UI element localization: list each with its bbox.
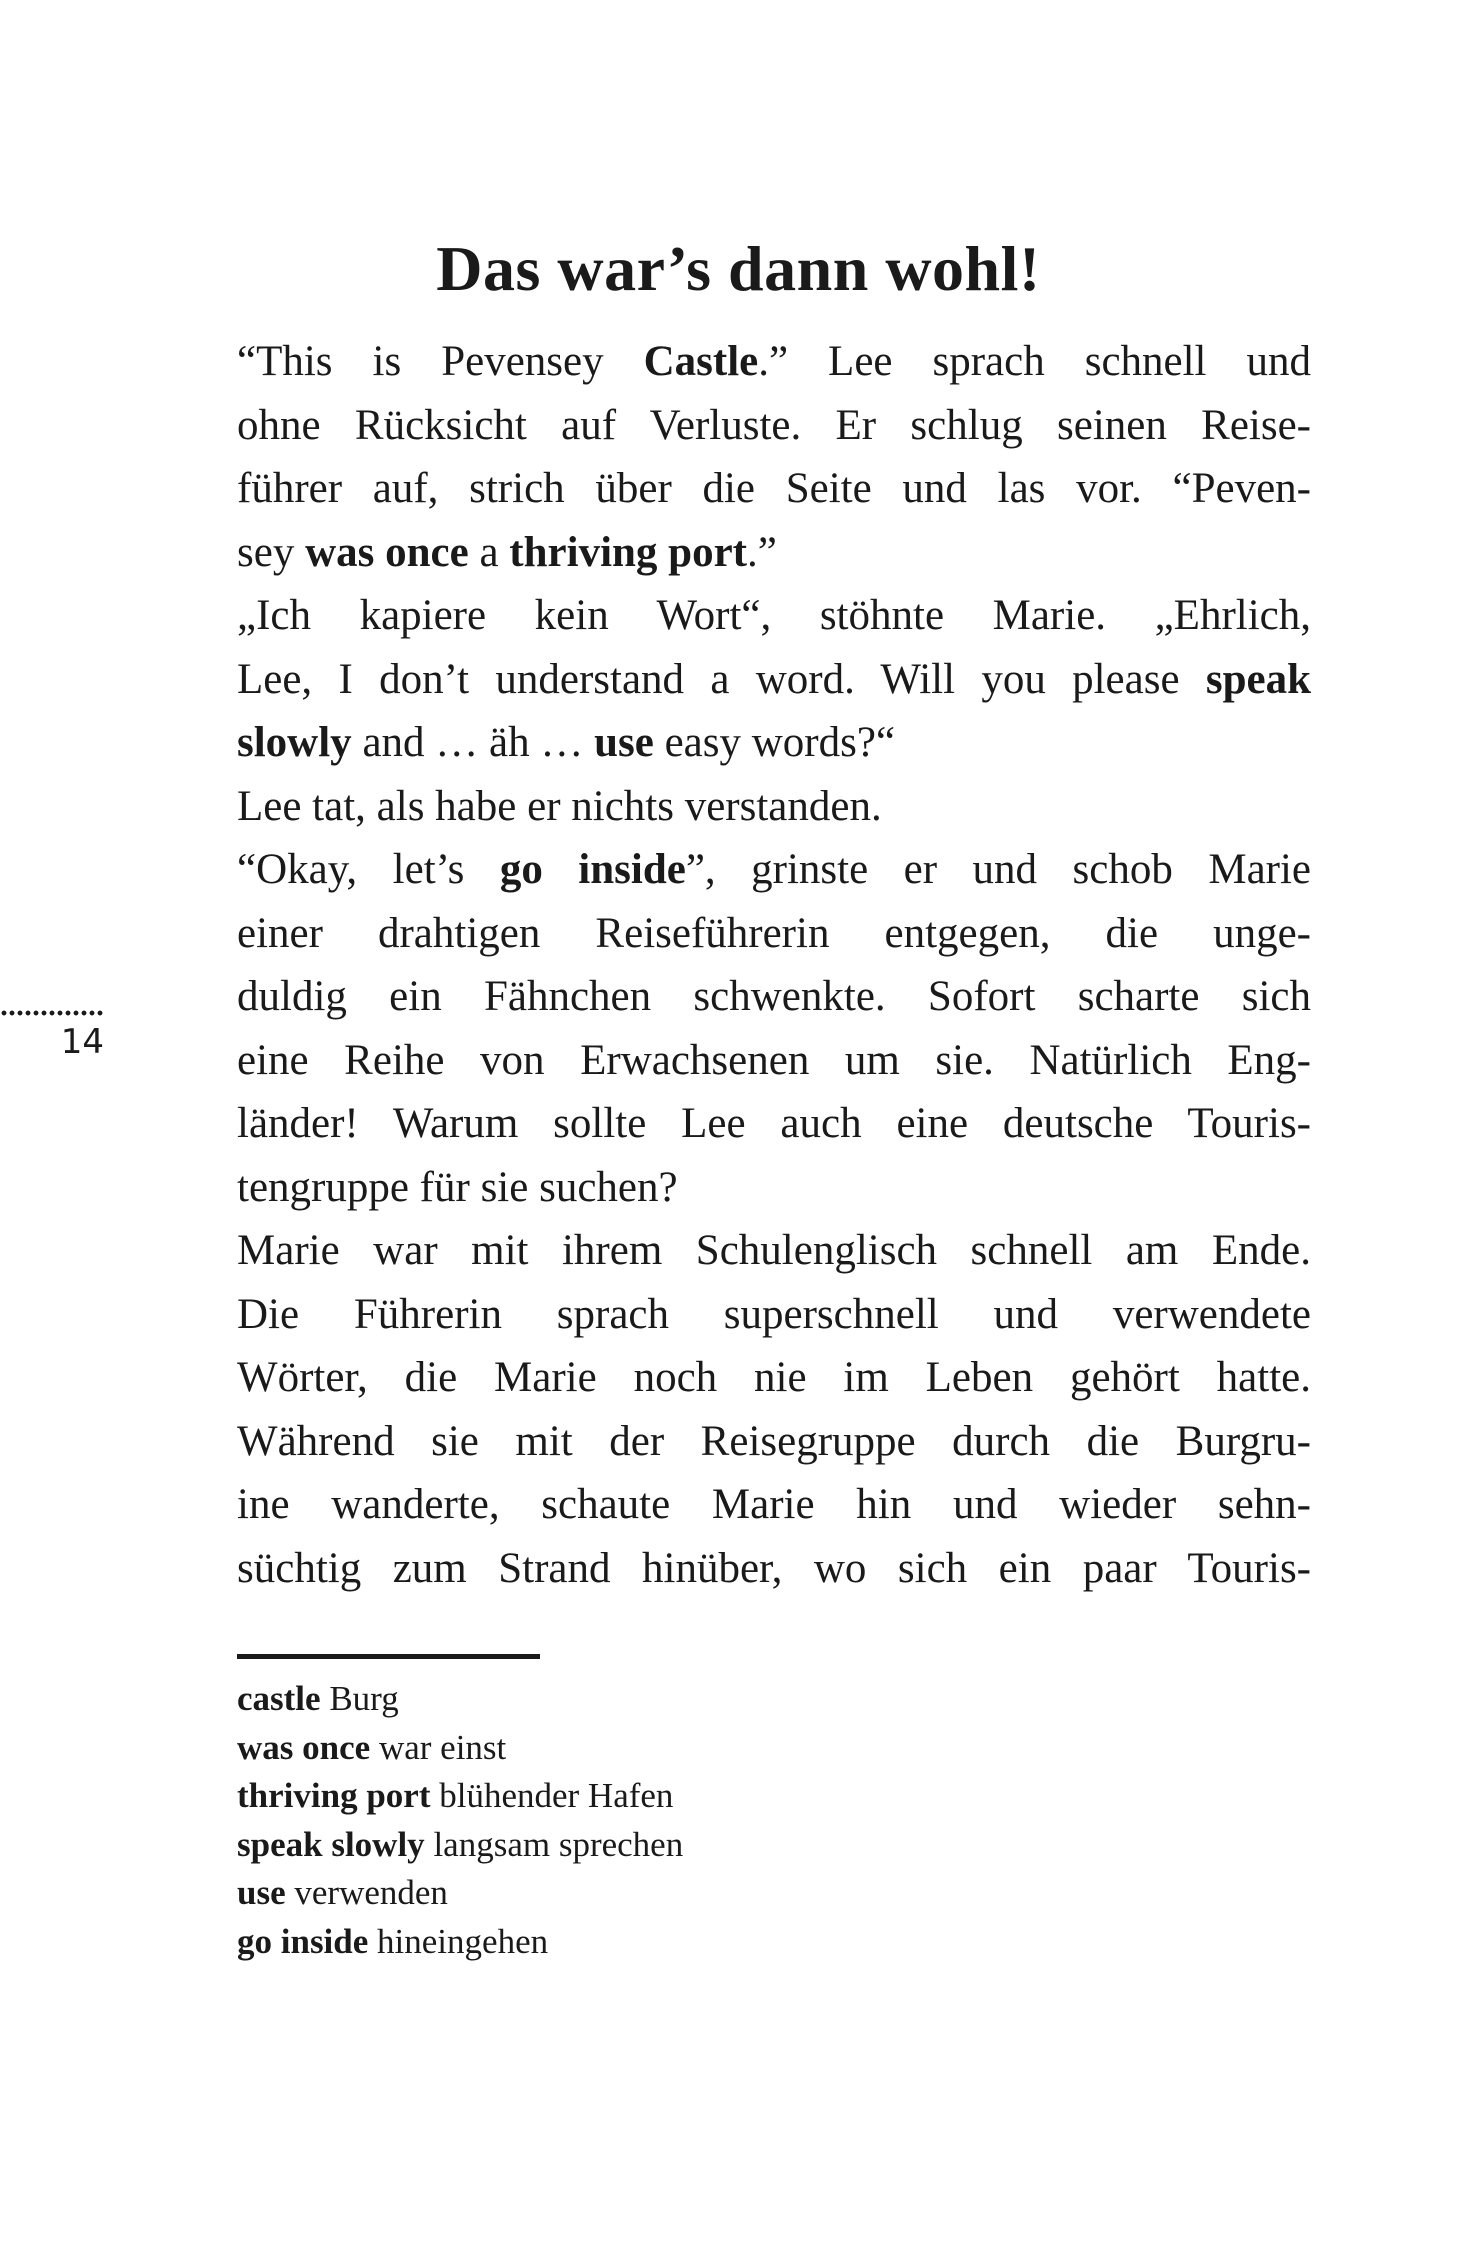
text-line	[237, 394, 1311, 458]
text-line	[237, 1346, 1311, 1410]
text-line	[237, 1092, 1311, 1156]
text-run: eine Reihe von Erwachsenen um sie. Natürlich Eng-	[237, 1036, 1311, 1084]
text-run: Marie war mit ihrem Schulenglisch schnell am Ende.	[237, 1227, 1311, 1274]
text-line	[237, 1473, 1311, 1537]
vocab-term: was once	[305, 528, 469, 576]
glossary-translation: langsam sprechen	[424, 1824, 684, 1864]
dotted-leader	[0, 1010, 104, 1016]
text-run: sey	[237, 528, 306, 576]
text-run: „Ich kapiere kein Wort“, stöhnte Marie. „Ehrlich,	[237, 592, 1311, 639]
glossary-entry	[237, 1675, 683, 1724]
glossary-entry	[237, 1869, 683, 1918]
vocab-term: slowly	[237, 719, 352, 766]
page-number: 14	[60, 1022, 104, 1062]
text-run: Während sie mit der Reisegruppe durch die Burgru-	[237, 1417, 1311, 1465]
text-line	[237, 711, 1311, 775]
text-run: Wörter, die Marie noch nie im Leben gehört hatte.	[237, 1354, 1311, 1401]
body-text	[237, 330, 1311, 1600]
text-line	[237, 965, 1311, 1029]
chapter-title: Das war’s dann wohl!	[436, 232, 1041, 304]
text-line	[237, 521, 1311, 585]
text-run: duldig ein Fähnchen schwenkte. Sofort scharte sich	[237, 973, 1311, 1020]
vocab-term: use	[594, 719, 654, 766]
glossary	[237, 1675, 683, 1966]
text-line	[237, 648, 1311, 712]
text-run: .” Lee sprach schnell und	[758, 338, 1311, 385]
text-line	[237, 1156, 1311, 1220]
text-run: einer drahtigen Reiseführerin entgegen, die unge-	[237, 909, 1311, 957]
glossary-term: use	[237, 1873, 286, 1912]
text-run: and … äh …	[351, 719, 595, 766]
text-run: easy words?“	[653, 719, 896, 766]
glossary-entry	[237, 1772, 683, 1821]
text-run: “This is Pevensey	[237, 338, 644, 385]
text-line	[237, 775, 1311, 839]
text-run: Lee, I don’t understand a word. Will you please	[237, 655, 1206, 703]
glossary-translation: blühender Hafen	[430, 1776, 674, 1815]
text-run: a	[468, 528, 510, 576]
text-line	[237, 1283, 1311, 1347]
glossary-translation: verwenden	[285, 1873, 448, 1912]
text-run: Die Führerin sprach superschnell und verwendete	[237, 1290, 1311, 1338]
text-run: tengruppe für sie suchen?	[237, 1163, 678, 1211]
text-line	[237, 584, 1311, 648]
glossary-entry	[237, 1821, 683, 1870]
text-run: ohne Rücksicht auf Verluste. Er schlug seinen Reise-	[237, 401, 1311, 449]
glossary-term: thriving port	[237, 1776, 431, 1815]
glossary-entry	[237, 1724, 683, 1773]
glossary-term: castle	[237, 1679, 321, 1718]
glossary-translation: war einst	[370, 1727, 507, 1767]
glossary-term: go inside	[237, 1921, 369, 1961]
glossary-translation: hineingehen	[368, 1921, 549, 1961]
text-run: .”	[747, 528, 777, 576]
vocab-term: go inside	[499, 846, 686, 893]
glossary-term: speak slowly	[237, 1824, 425, 1864]
text-run: “Okay, let’s	[237, 846, 500, 893]
text-run: ine wanderte, schaute Marie hin und wieder sehn-	[237, 1481, 1311, 1528]
glossary-translation: Burg	[320, 1679, 399, 1718]
text-line	[237, 838, 1311, 902]
vocab-term: thriving port	[509, 528, 747, 576]
text-run: ”, grinste er und schob Marie	[685, 846, 1312, 893]
text-run: führer auf, strich über die Seite und las vor. “Peven-	[237, 465, 1311, 512]
text-line	[237, 457, 1311, 521]
vocab-term: Castle	[643, 338, 759, 385]
text-line	[237, 902, 1311, 966]
footnote-divider	[237, 1654, 540, 1659]
text-line	[237, 330, 1311, 394]
text-run: süchtig zum Strand hinüber, wo sich ein paar Touris-	[237, 1544, 1311, 1592]
text-run: Lee tat, als habe er nichts verstanden.	[237, 782, 882, 830]
text-line	[237, 1410, 1311, 1474]
glossary-term: was once	[237, 1727, 371, 1767]
text-run: länder! Warum sollte Lee auch eine deutsche Touris-	[237, 1100, 1311, 1147]
text-line	[237, 1219, 1311, 1283]
vocab-term: speak	[1205, 655, 1311, 703]
text-line	[237, 1029, 1311, 1093]
glossary-entry	[237, 1918, 683, 1967]
text-line	[237, 1537, 1311, 1601]
